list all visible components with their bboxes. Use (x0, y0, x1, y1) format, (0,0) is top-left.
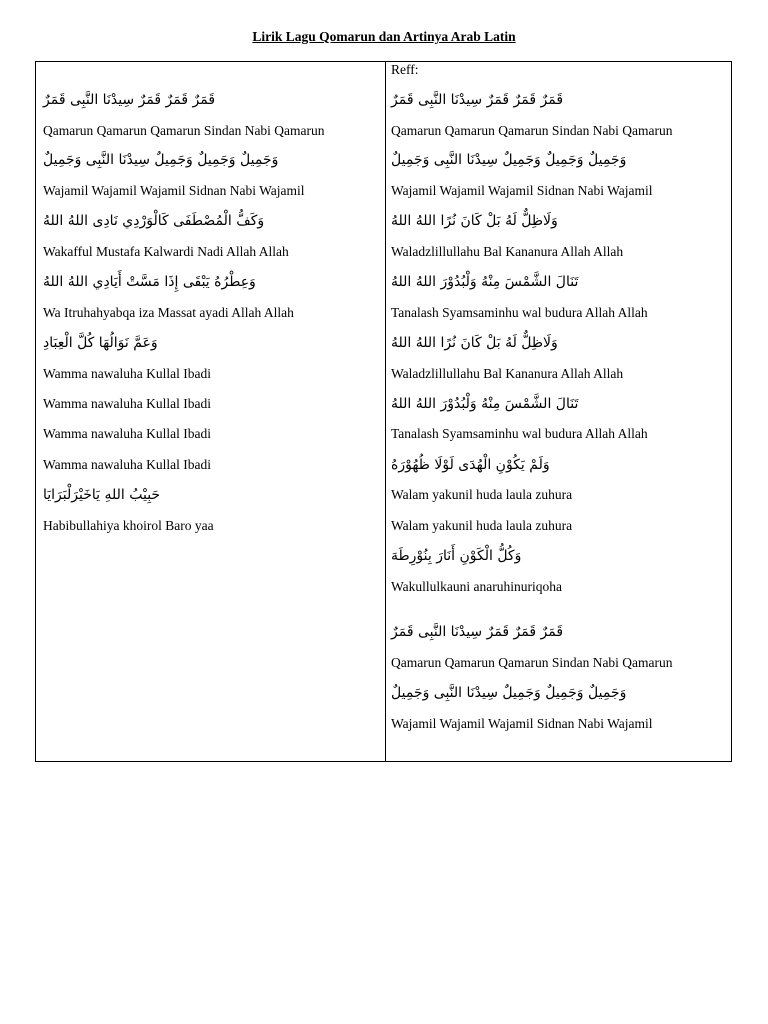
latin-lyric-line: Habibullahiya khoirol Baro yaa (43, 518, 214, 533)
latin-lyric-line: Walam yakunil huda laula zuhura (391, 518, 573, 533)
latin-lyric-line: Wajamil Wajamil Wajamil Sidnan Nabi Wajamil (391, 183, 653, 198)
latin-lyric-line: Qamarun Qamarun Qamarun Sindan Nabi Qamarun (391, 655, 673, 670)
column-divider (385, 62, 386, 761)
document-title: Lirik Lagu Qomarun dan Artinya Arab Latin (252, 29, 516, 44)
arabic-lyric-line: قَمَرٌ قَمَرٌ قَمَرٌ سِيدْنَا النَّبِى قَمَرٌ (43, 92, 216, 108)
arabic-lyric-line: وَعَمَّ نَوَالُهَا كُلَّ الْعِبَادِ (43, 335, 158, 351)
latin-lyric-line: Qamarun Qamarun Qamarun Sindan Nabi Qamarun (43, 123, 325, 138)
arabic-lyric-line: وَجَمِيلٌ وَجَمِيلٌ وَجَمِيلٌ سِيدْنَا النَّبِى وَجَمِيلٌ (43, 152, 279, 168)
latin-lyric-line: Wakullulkauni anaruhinuriqoha (391, 579, 562, 594)
latin-lyric-line: Tanalash Syamsaminhu wal budura Allah Allah (391, 305, 648, 320)
latin-lyric-line: Qamarun Qamarun Qamarun Sindan Nabi Qamarun (391, 123, 673, 138)
arabic-lyric-line: وَكُلُّ الْكَوْنِ أَنَارَ بِنُوْرِطَهَ (391, 548, 522, 564)
arabic-lyric-line: وَلَمْ يَكُوْنِ الْهُدَى لَوْلَا ظُهُوْرَهُ (391, 457, 550, 473)
latin-lyric-line: Waladzlillullahu Bal Kananura Allah Allah (391, 366, 624, 381)
latin-lyric-line: Wajamil Wajamil Wajamil Sidnan Nabi Wajamil (391, 716, 653, 731)
latin-lyric-line: Wamma nawaluha Kullal Ibadi (43, 457, 211, 472)
latin-lyric-line: Wamma nawaluha Kullal Ibadi (43, 366, 211, 381)
arabic-lyric-line: وَلَاظِلٌّ لَهُ بَلْ كَانَ نُرًا اللهُ اللهُ (391, 335, 558, 351)
arabic-lyric-line: تَنَالَ الشَّمْسَ مِنْهُ وَلْبُدُوْرَ اللهُ اللهُ (391, 274, 579, 290)
arabic-lyric-line: تَنَالَ الشَّمْسَ مِنْهُ وَلْبُدُوْرَ اللهُ اللهُ (391, 396, 579, 412)
arabic-lyric-line: وَكَفُّ الْمُصْطَفَى كَالْوَرْدِي نَادِى اللهُ اللهُ (43, 213, 265, 229)
latin-lyric-line: Walam yakunil huda laula zuhura (391, 487, 573, 502)
latin-lyric-line: Waladzlillullahu Bal Kananura Allah Allah (391, 244, 624, 259)
arabic-lyric-line: وَعِطْرُهُ يَبْقَى إِذَا مَسَّتْ أَيَادِي اللهُ اللهُ (43, 274, 256, 290)
latin-lyric-line: Wa Itruhahyabqa iza Massat ayadi Allah Allah (43, 305, 294, 320)
arabic-lyric-line: وَلَاظِلٌّ لَهُ بَلْ كَانَ نُرًا اللهُ اللهُ (391, 213, 558, 229)
latin-lyric-line: Wajamil Wajamil Wajamil Sidnan Nabi Wajamil (43, 183, 305, 198)
latin-lyric-line: Wakafful Mustafa Kalwardi Nadi Allah Allah (43, 244, 289, 259)
arabic-lyric-line: قَمَرٌ قَمَرٌ قَمَرٌ سِيدْنَا النَّبِى قَمَرٌ (391, 624, 564, 640)
arabic-lyric-line: وَجَمِيلٌ وَجَمِيلٌ وَجَمِيلٌ سِيدْنَا النَّبِى وَجَمِيلٌ (391, 685, 627, 701)
arabic-lyric-line: قَمَرٌ قَمَرٌ قَمَرٌ سِيدْنَا النَّبِى قَمَرٌ (391, 92, 564, 108)
lyrics-table (35, 61, 732, 762)
latin-lyric-line: Wamma nawaluha Kullal Ibadi (43, 396, 211, 411)
latin-lyric-line: Tanalash Syamsaminhu wal budura Allah Allah (391, 426, 648, 441)
lyrics-column-right (391, 62, 729, 761)
arabic-lyric-line: حَبِيْبُ اللهِ يَاخَيْرَلْبَرَايَا (43, 487, 161, 503)
latin-lyric-line: Wamma nawaluha Kullal Ibadi (43, 426, 211, 441)
reff-label: Reff: (391, 62, 419, 77)
lyrics-column-left (43, 62, 381, 761)
arabic-lyric-line: وَجَمِيلٌ وَجَمِيلٌ وَجَمِيلٌ سِيدْنَا النَّبِى وَجَمِيلٌ (391, 152, 627, 168)
